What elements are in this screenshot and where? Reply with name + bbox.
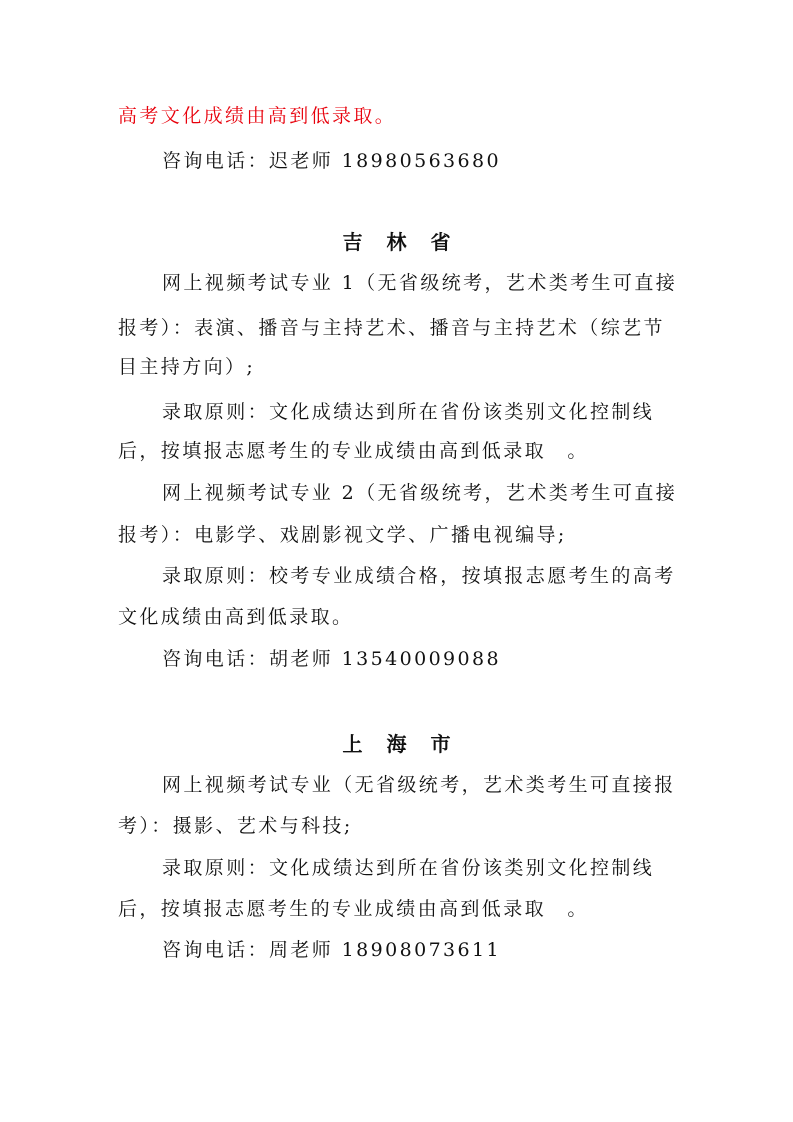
intro-highlight-text: 高考文化成绩由高到低录取。 xyxy=(118,105,397,127)
jilin-contact: 咨询电话：胡老师 13540009088 xyxy=(162,648,502,670)
jilin-paragraph-2-line-2: 后，按填报志愿考生的专业成绩由高到低录取 。 xyxy=(118,440,589,462)
shanghai-paragraph-1-line-1: 网上视频考试专业（无省级统考，艺术类考生可直接报 xyxy=(162,774,676,796)
jilin-paragraph-1-line-1: 网上视频考试专业 1（无省级统考，艺术类考生可直接 xyxy=(162,272,678,294)
jilin-paragraph-3-line-2: 报考）：电影学、戏剧影视文学、广播电视编导; xyxy=(118,524,567,546)
section-heading-shanghai: 上海市 xyxy=(342,732,475,756)
shanghai-paragraph-2-line-1: 录取原则：文化成绩达到所在省份该类别文化控制线 xyxy=(162,857,655,879)
jilin-paragraph-4-line-1: 录取原则：校考专业成绩合格，按填报志愿考生的高考 xyxy=(162,565,676,587)
jilin-paragraph-1-line-3: 目主持方向）; xyxy=(118,356,256,378)
shanghai-contact: 咨询电话：周老师 18908073611 xyxy=(162,939,502,961)
jilin-paragraph-4-line-2: 文化成绩由高到低录取。 xyxy=(118,606,354,628)
jilin-paragraph-3-line-1: 网上视频考试专业 2（无省级统考，艺术类考生可直接 xyxy=(162,482,678,504)
section-heading-jilin: 吉林省 xyxy=(342,230,475,254)
intro-contact: 咨询电话：迟老师 18980563680 xyxy=(162,150,502,172)
shanghai-paragraph-2-line-2: 后，按填报志愿考生的专业成绩由高到低录取 。 xyxy=(118,898,589,920)
jilin-paragraph-2-line-1: 录取原则：文化成绩达到所在省份该类别文化控制线 xyxy=(162,401,655,423)
jilin-paragraph-1-line-2: 报考）：表演、播音与主持艺术、播音与主持艺术（综艺节 xyxy=(118,317,665,339)
shanghai-paragraph-1-line-2: 考）：摄影、艺术与科技; xyxy=(118,815,353,837)
